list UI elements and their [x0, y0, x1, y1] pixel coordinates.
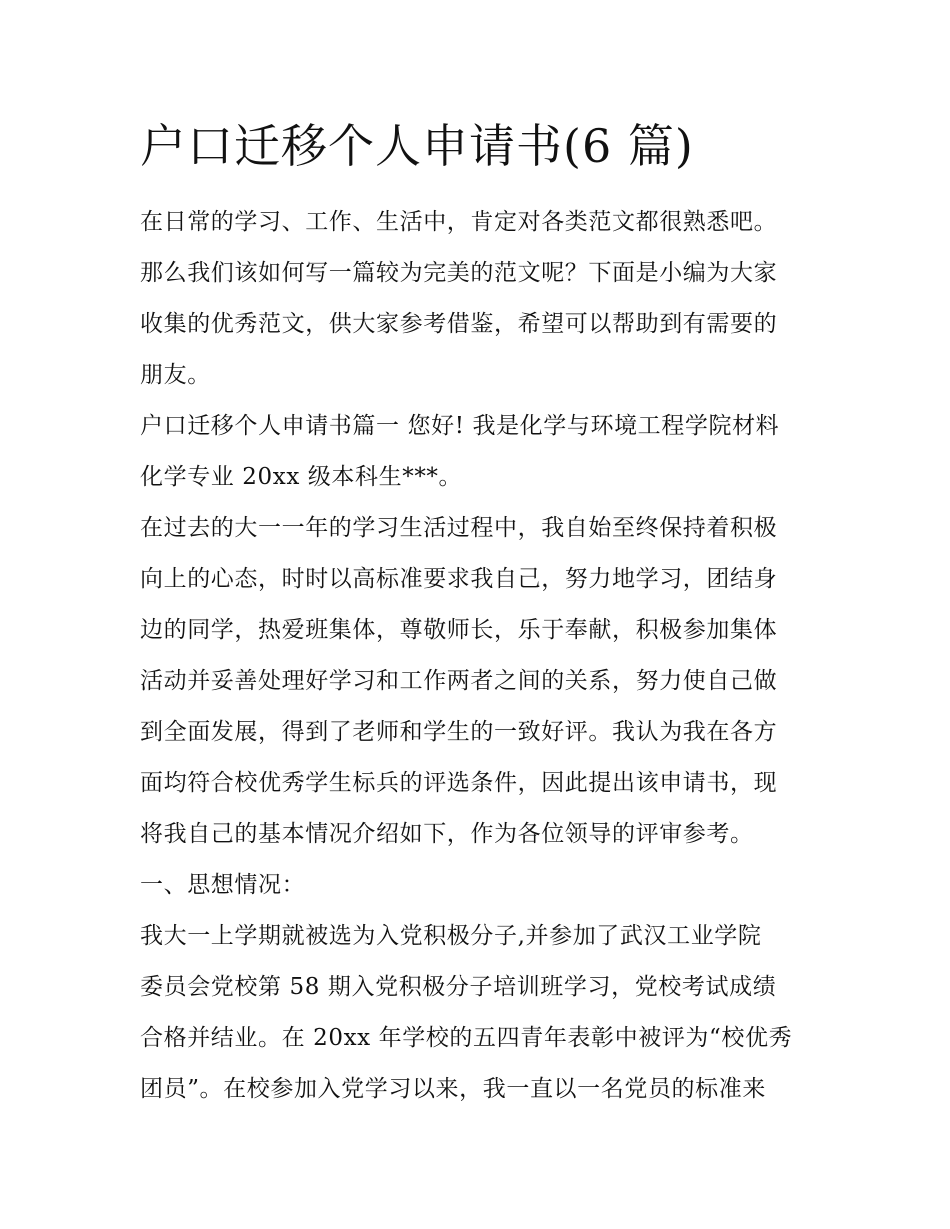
- document-body: [140, 197, 820, 1115]
- text-line: 边的同学，热爱班集体，尊敬师长，乐于奉献，积极参加集体: [140, 617, 778, 643]
- text-line: 活动并妥善处理好学习和工作两者之间的关系，努力使自己做: [140, 668, 778, 694]
- text-line: 合格并结业。在 20xx 年学校的五四青年表彰中被评为“校优秀: [140, 1025, 793, 1051]
- text-line: 面均符合校优秀学生标兵的评选条件，因此提出该申请书，现: [140, 770, 778, 796]
- text-line: 收集的优秀范文，供大家参考借鉴，希望可以帮助到有需要的: [140, 311, 778, 337]
- text-line: 户口迁移个人申请书篇一 您好! 我是化学与环境工程学院材料: [140, 413, 780, 439]
- text-line: 到全面发展，得到了老师和学生的一致好评。我认为我在各方: [140, 719, 778, 745]
- text-line: 我大一上学期就被选为入党积极分子,并参加了武汉工业学院: [140, 923, 762, 949]
- text-line: 朋友。: [140, 362, 211, 388]
- document-title: 户口迁移个人申请书(6 篇): [140, 119, 694, 173]
- text-line: 将我自己的基本情况介绍如下，作为各位领导的评审参考。: [140, 821, 754, 847]
- text-line: 化学专业 20xx 级本科生***。: [140, 464, 463, 490]
- section-heading: 一、思想情况：: [140, 872, 306, 898]
- text-line: 在日常的学习、工作、生活中，肯定对各类范文都很熟悉吧。: [140, 209, 778, 235]
- text-line: 团员”。在校参加入党学习以来，我一直以一名党员的标准来: [140, 1076, 766, 1102]
- text-line: 向上的心态，时时以高标准要求我自己，努力地学习，团结身: [140, 566, 778, 592]
- text-line: 在过去的大一一年的学习生活过程中，我自始至终保持着积极: [140, 515, 778, 541]
- text-line: 那么我们该如何写一篇较为完美的范文呢？下面是小编为大家: [140, 260, 778, 286]
- text-line: 委员会党校第 58 期入党积极分子培训班学习，党校考试成绩: [140, 974, 777, 1000]
